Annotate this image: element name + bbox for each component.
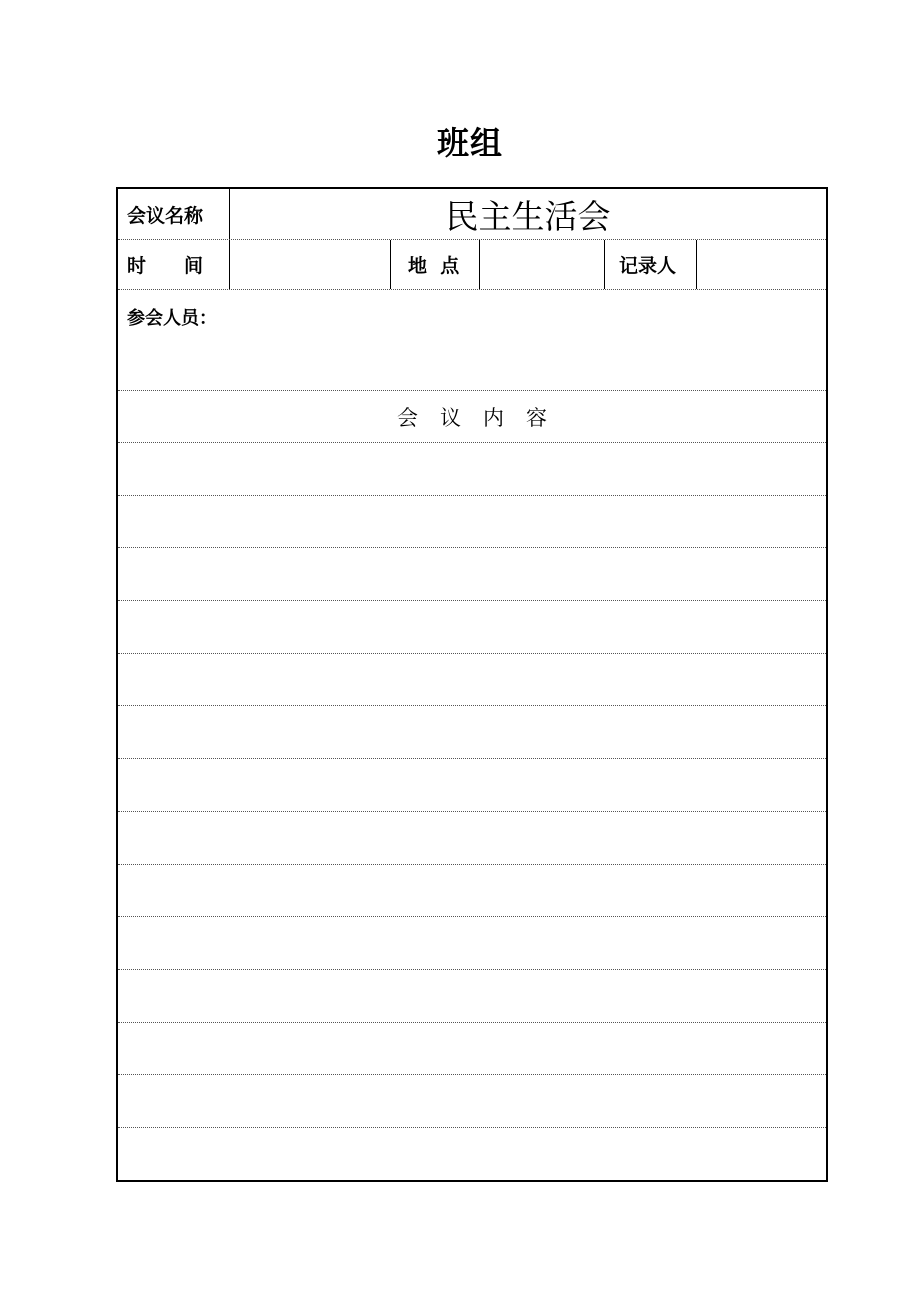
content-line[interactable] xyxy=(118,759,826,812)
recorder-label: 记录人 xyxy=(605,240,697,289)
content-line[interactable] xyxy=(118,917,826,970)
content-line[interactable] xyxy=(118,1023,826,1075)
time-field[interactable] xyxy=(230,240,391,289)
content-line[interactable] xyxy=(118,812,826,865)
content-line[interactable] xyxy=(118,496,826,548)
recorder-field[interactable] xyxy=(697,240,826,289)
content-line[interactable] xyxy=(118,443,826,496)
location-label: 地 点 xyxy=(391,240,480,289)
participants-row[interactable] xyxy=(118,290,826,391)
meeting-info-row xyxy=(118,240,826,290)
location-field[interactable] xyxy=(480,240,605,289)
content-line[interactable] xyxy=(118,1128,826,1180)
content-header: 会议内容 xyxy=(118,391,826,443)
meeting-name-label: 会议名称 xyxy=(118,189,230,239)
content-line[interactable] xyxy=(118,654,826,706)
participants-label: 参会人员： xyxy=(127,308,217,329)
content-line[interactable] xyxy=(118,601,826,654)
time-label: 时 间 xyxy=(118,240,230,289)
content-line[interactable] xyxy=(118,548,826,601)
content-line[interactable] xyxy=(118,970,826,1023)
content-line[interactable] xyxy=(118,865,826,917)
content-line[interactable] xyxy=(118,1075,826,1128)
content-line[interactable] xyxy=(118,706,826,759)
meeting-record-table xyxy=(116,187,828,1182)
meeting-name-field[interactable]: 民主生活会 xyxy=(445,196,611,236)
meeting-name-row xyxy=(118,189,826,240)
page-title: 班组 xyxy=(436,124,503,162)
